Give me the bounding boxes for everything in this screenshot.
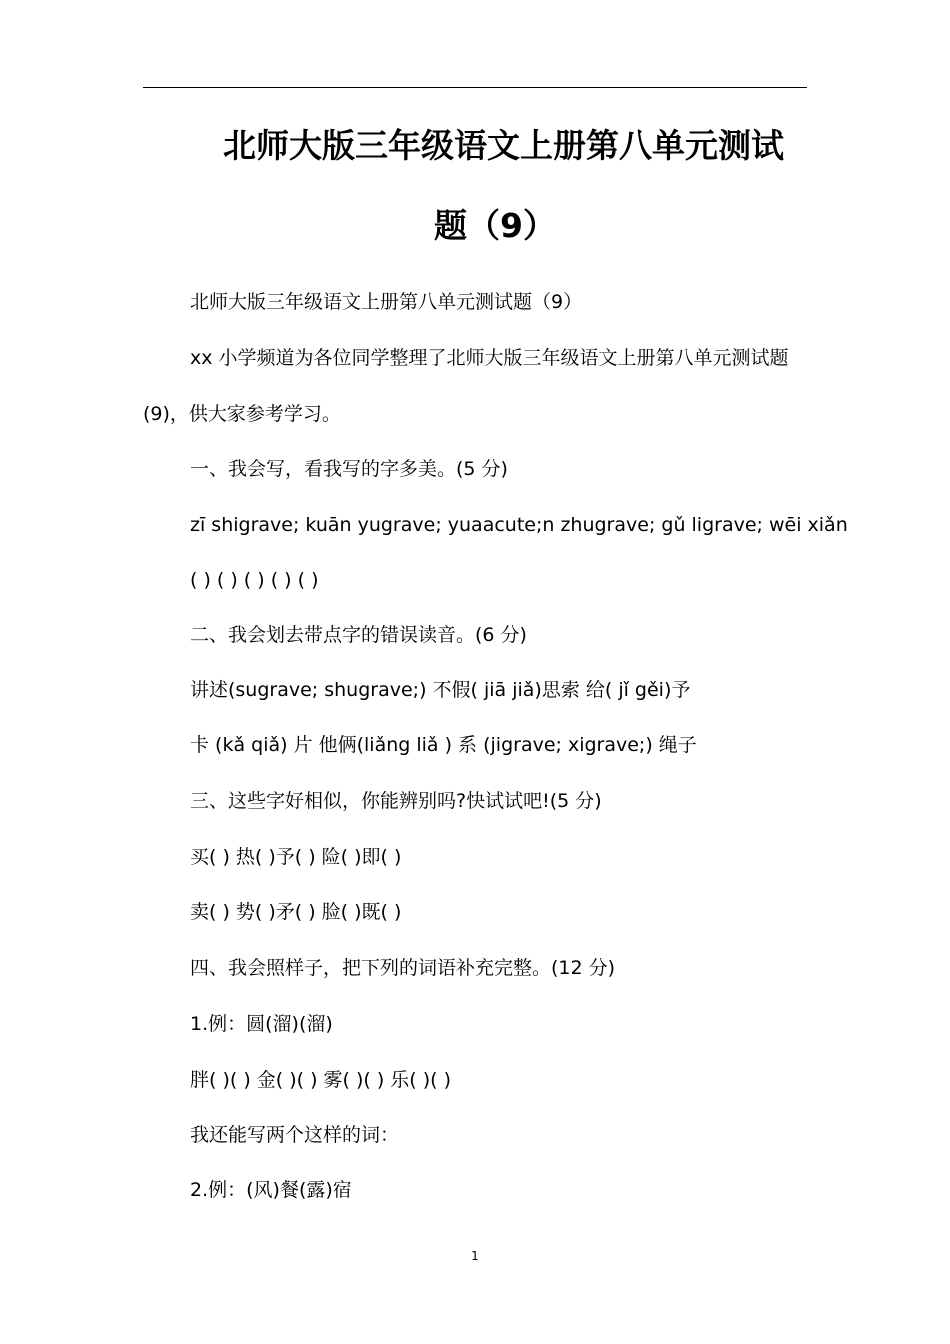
example-2: 2.例：(风)餐(露)宿 bbox=[190, 1179, 352, 1201]
header-rule bbox=[143, 87, 807, 88]
section-3-heading: 三、这些字好相似，你能辨别吗?快试试吧!(5 分) bbox=[190, 790, 602, 812]
reading-line-1: 讲述(sugrave; shugrave;) 不假( jiā jiǎ)思索 给( jǐ gěi)予 bbox=[190, 679, 691, 701]
similar-chars-line-2: 卖( ) 势( )矛( ) 脸( )既( ) bbox=[190, 901, 402, 923]
similar-chars-line-1: 买( ) 热( )予( ) 险( )即( ) bbox=[190, 846, 402, 868]
page-number: 1 bbox=[471, 1249, 479, 1263]
paragraph-subtitle: 北师大版三年级语文上册第八单元测试题（9） bbox=[190, 291, 583, 313]
example-1: 1.例：圆(溜)(溜) bbox=[190, 1013, 333, 1035]
reading-line-2: 卡 (kǎ qiǎ) 片 他俩(liǎng liǎ ) 系 (jigrave; xigrave;) 绳子 bbox=[190, 734, 697, 756]
document-title-line-2: 题（9） bbox=[434, 206, 556, 245]
pinyin-line: zī shigrave; kuān yugrave; yuaacute;n zhugrave; gǔ ligrave; wēi xiǎn bbox=[190, 514, 848, 536]
extra-words-prompt: 我还能写两个这样的词： bbox=[190, 1124, 400, 1146]
document-title-line-1: 北师大版三年级语文上册第八单元测试 bbox=[223, 126, 784, 165]
section-2-heading: 二、我会划去带点字的错误读音。(6 分) bbox=[190, 624, 527, 646]
section-1-heading: 一、我会写，看我写的字多美。(5 分) bbox=[190, 458, 508, 480]
blank-line: ( ) ( ) ( ) ( ) ( ) bbox=[190, 569, 319, 591]
section-4-heading: 四、我会照样子，把下列的词语补充完整。(12 分) bbox=[190, 957, 616, 979]
paragraph-intro: xx 小学频道为各位同学整理了北师大版三年级语文上册第八单元测试题(9)，供大家参考学习。 bbox=[143, 347, 789, 425]
fill-in-line: 胖( )( ) 金( )( ) 雾( )( ) 乐( )( ) bbox=[190, 1069, 452, 1091]
